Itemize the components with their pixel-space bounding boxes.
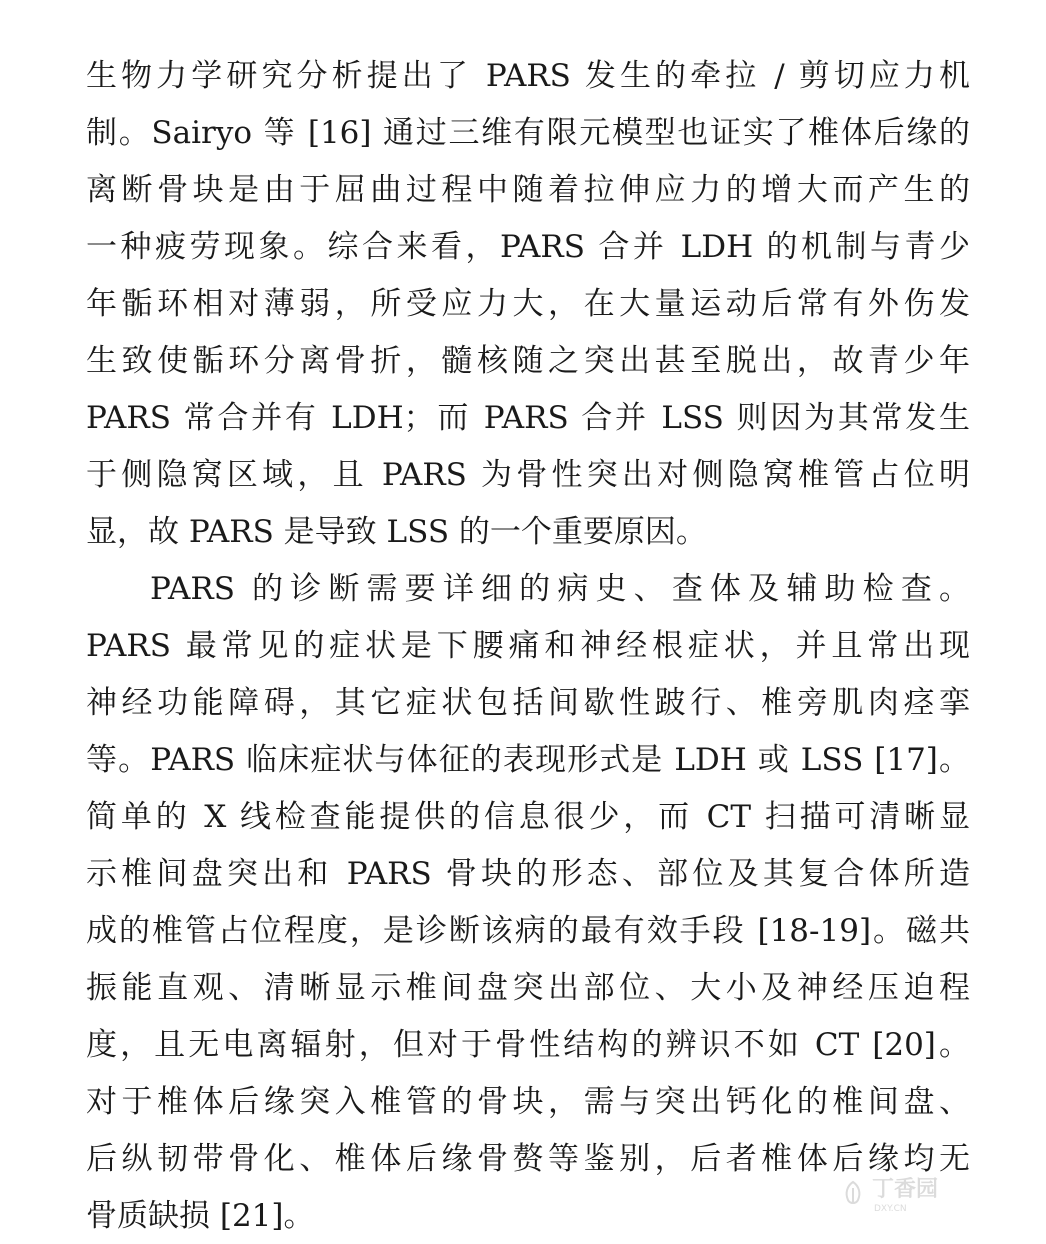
watermark-text: 丁香园: [872, 1177, 939, 1202]
text-line: 度，且无电离辐射，但对于骨性结构的辨识不如 CT [20]。: [86, 1027, 970, 1063]
watermark: [838, 1176, 978, 1226]
text-line: 于侧隐窝区域，且 PARS 为骨性突出对侧隐窝椎管占位明: [86, 457, 970, 493]
text-line: 生致使骺环分离骨折，髓核随之突出甚至脱出，故青少年: [86, 343, 970, 379]
text-line: 后纵韧带骨化、椎体后缘骨赘等鉴别，后者椎体后缘均无: [86, 1141, 970, 1177]
text-line: 振能直观、清晰显示椎间盘突出部位、大小及神经压迫程: [86, 970, 970, 1006]
dxy-logo-icon: [838, 1178, 868, 1208]
text-line: 生物力学研究分析提出了 PARS 发生的牵拉 / 剪切应力机: [86, 58, 970, 94]
text-line: 制。Sairyo 等 [16] 通过三维有限元模型也证实了椎体后缘的: [86, 115, 970, 151]
watermark-url: DXY.CN: [874, 1204, 907, 1214]
text-line: 一种疲劳现象。综合来看，PARS 合并 LDH 的机制与青少: [86, 229, 970, 265]
text-line: 神经功能障碍，其它症状包括间歇性跛行、椎旁肌肉痉挛: [86, 685, 970, 721]
text-line: 简单的 X 线检查能提供的信息很少，而 CT 扫描可清晰显: [86, 799, 970, 835]
text-line: 离断骨块是由于屈曲过程中随着拉伸应力的增大而产生的: [86, 172, 970, 208]
text-line: 示椎间盘突出和 PARS 骨块的形态、部位及其复合体所造: [86, 856, 970, 892]
text-line: 年骺环相对薄弱，所受应力大，在大量运动后常有外伤发: [86, 286, 970, 322]
text-line: 等。PARS 临床症状与体征的表现形式是 LDH 或 LSS [17]。: [86, 742, 970, 778]
paragraph-first-line: PARS 的诊断需要详细的病史、查体及辅助检查。: [150, 571, 970, 607]
text-line: 对于椎体后缘突入椎管的骨块，需与突出钙化的椎间盘、: [86, 1084, 970, 1120]
text-line: 显，故 PARS 是导致 LSS 的一个重要原因。: [86, 514, 707, 550]
text-line: 成的椎管占位程度，是诊断该病的最有效手段 [18-19]。磁共: [86, 913, 970, 949]
text-line: 骨质缺损 [21]。: [86, 1198, 315, 1234]
text-line: PARS 最常见的症状是下腰痛和神经根症状，并且常出现: [86, 628, 970, 664]
text-line: PARS 常合并有 LDH；而 PARS 合并 LSS 则因为其常发生: [86, 400, 970, 436]
